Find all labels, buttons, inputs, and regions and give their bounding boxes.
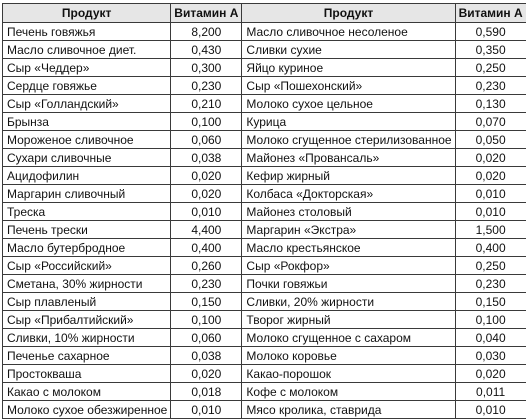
- vitamin-a-value-right: 0,130: [455, 95, 526, 113]
- vitamin-a-value-left: 0,210: [171, 95, 242, 113]
- table-row: [3, 257, 526, 275]
- product-name-right: Колбаса «Докторская»: [242, 185, 455, 203]
- product-name-right: Сыр «Рокфор»: [242, 257, 455, 275]
- vitamin-a-value-right: 0,070: [455, 113, 526, 131]
- vitamin-a-value-left: 0,100: [171, 113, 242, 131]
- table-row: [3, 383, 526, 401]
- vitamin-a-value-right: 0,250: [455, 59, 526, 77]
- header-product-right: Продукт: [242, 4, 455, 23]
- table-row: [3, 149, 526, 167]
- product-name-left: Сыр «Российский»: [3, 257, 171, 275]
- vitamin-a-value-right: 0,230: [455, 275, 526, 293]
- vitamin-a-value-right: 0,400: [455, 239, 526, 257]
- product-name-left: Брынза: [3, 113, 171, 131]
- table-row: [3, 185, 526, 203]
- vitamin-a-value-left: 0,100: [171, 311, 242, 329]
- vitamin-a-value-right: 0,020: [455, 149, 526, 167]
- product-name-left: Сыр «Голландский»: [3, 95, 171, 113]
- product-name-left: Печень говяжья: [3, 23, 171, 41]
- product-name-right: Сливки сухие: [242, 41, 455, 59]
- vitamin-a-value-left: 0,020: [171, 365, 242, 383]
- product-name-left: Маргарин сливочный: [3, 185, 171, 203]
- product-name-right: Молоко сгущенное стерилизованное: [242, 131, 455, 149]
- vitamin-a-value-left: 0,020: [171, 185, 242, 203]
- vitamin-a-value-right: 0,250: [455, 257, 526, 275]
- header-product-left: Продукт: [3, 4, 171, 23]
- vitamin-a-value-left: 0,430: [171, 41, 242, 59]
- vitamin-a-value-right: 0,030: [455, 347, 526, 365]
- product-name-left: Масло бутербродное: [3, 239, 171, 257]
- vitamin-a-value-right: 0,350: [455, 41, 526, 59]
- table-row: [3, 59, 526, 77]
- product-name-right: Кофе с молоком: [242, 383, 455, 401]
- vitamin-a-value-right: 0,011: [455, 383, 526, 401]
- product-name-right: Молоко сухое цельное: [242, 95, 455, 113]
- product-name-right: Почки говяжьи: [242, 275, 455, 293]
- product-name-right: Молоко сгущенное с сахаром: [242, 329, 455, 347]
- product-name-right: Яйцо куриное: [242, 59, 455, 77]
- vitamin-a-value-left: 8,200: [171, 23, 242, 41]
- table-row: [3, 221, 526, 239]
- product-name-right: Сыр «Пошехонский»: [242, 77, 455, 95]
- vitamin-a-value-left: 0,060: [171, 329, 242, 347]
- product-name-left: Простокваша: [3, 365, 171, 383]
- vitamin-a-value-right: 0,590: [455, 23, 526, 41]
- vitamin-a-value-left: 0,018: [171, 383, 242, 401]
- header-row: [3, 4, 526, 23]
- vitamin-a-value-left: 0,010: [171, 203, 242, 221]
- vitamin-a-value-right: 1,500: [455, 221, 526, 239]
- table-row: [3, 113, 526, 131]
- product-name-right: Мясо кролика, ставрида: [242, 401, 455, 419]
- vitamin-a-value-right: 0,150: [455, 293, 526, 311]
- product-name-right: Майонез столовый: [242, 203, 455, 221]
- vitamin-a-value-left: 0,230: [171, 77, 242, 95]
- product-name-left: Мороженое сливочное: [3, 131, 171, 149]
- vitamin-a-table: [2, 3, 526, 419]
- product-name-left: Сухари сливочные: [3, 149, 171, 167]
- vitamin-a-value-left: 4,400: [171, 221, 242, 239]
- vitamin-a-value-left: 0,010: [171, 401, 242, 419]
- product-name-right: Майонез «Провансаль»: [242, 149, 455, 167]
- vitamin-a-value-left: 0,020: [171, 167, 242, 185]
- header-vitamin-a-right: Витамин А: [455, 4, 526, 23]
- vitamin-a-value-right: 0,010: [455, 185, 526, 203]
- table-row: [3, 131, 526, 149]
- product-name-right: Молоко коровье: [242, 347, 455, 365]
- product-name-left: Молоко сухое обезжиренное: [3, 401, 171, 419]
- table-row: [3, 41, 526, 59]
- product-name-left: Печень трески: [3, 221, 171, 239]
- vitamin-a-value-left: 0,260: [171, 257, 242, 275]
- product-name-left: Сливки, 10% жирности: [3, 329, 171, 347]
- product-name-right: Сливки, 20% жирности: [242, 293, 455, 311]
- vitamin-a-value-left: 0,038: [171, 347, 242, 365]
- product-name-left: Сердце говяжье: [3, 77, 171, 95]
- table-body: [3, 23, 526, 419]
- product-name-right: Курица: [242, 113, 455, 131]
- product-name-left: Печенье сахарное: [3, 347, 171, 365]
- vitamin-a-value-right: 0,010: [455, 203, 526, 221]
- product-name-right: Масло крестьянское: [242, 239, 455, 257]
- vitamin-a-value-left: 0,060: [171, 131, 242, 149]
- table-row: [3, 329, 526, 347]
- vitamin-a-value-left: 0,300: [171, 59, 242, 77]
- product-name-left: Треска: [3, 203, 171, 221]
- product-name-left: Ацидофилин: [3, 167, 171, 185]
- product-name-right: Творог жирный: [242, 311, 455, 329]
- table-row: [3, 23, 526, 41]
- product-name-left: Сыр плавленый: [3, 293, 171, 311]
- vitamin-a-value-right: 0,050: [455, 131, 526, 149]
- vitamin-a-value-left: 0,038: [171, 149, 242, 167]
- table-row: [3, 239, 526, 257]
- vitamin-a-value-left: 0,150: [171, 293, 242, 311]
- table-row: [3, 293, 526, 311]
- product-name-right: Какао-порошок: [242, 365, 455, 383]
- table-header: [3, 4, 526, 23]
- vitamin-a-value-right: 0,230: [455, 77, 526, 95]
- vitamin-a-value-right: 0,010: [455, 401, 526, 419]
- table-row: [3, 203, 526, 221]
- vitamin-a-value-left: 0,400: [171, 239, 242, 257]
- product-name-left: Какао с молоком: [3, 383, 171, 401]
- vitamin-a-value-right: 0,020: [455, 365, 526, 383]
- product-name-right: Маргарин «Экстра»: [242, 221, 455, 239]
- table-row: [3, 365, 526, 383]
- table-row: [3, 77, 526, 95]
- vitamin-a-value-right: 0,020: [455, 167, 526, 185]
- product-name-left: Масло сливочное диет.: [3, 41, 171, 59]
- product-name-right: Масло сливочное несоленое: [242, 23, 455, 41]
- header-vitamin-a-left: Витамин А: [171, 4, 242, 23]
- product-name-left: Сыр «Прибалтийский»: [3, 311, 171, 329]
- table-row: [3, 275, 526, 293]
- vitamin-a-value-right: 0,100: [455, 311, 526, 329]
- product-name-left: Сыр «Чеддер»: [3, 59, 171, 77]
- table-row: [3, 167, 526, 185]
- table-row: [3, 311, 526, 329]
- table-row: [3, 347, 526, 365]
- product-name-left: Сметана, 30% жирности: [3, 275, 171, 293]
- vitamin-a-value-right: 0,040: [455, 329, 526, 347]
- vitamin-a-value-left: 0,230: [171, 275, 242, 293]
- table-row: [3, 95, 526, 113]
- product-name-right: Кефир жирный: [242, 167, 455, 185]
